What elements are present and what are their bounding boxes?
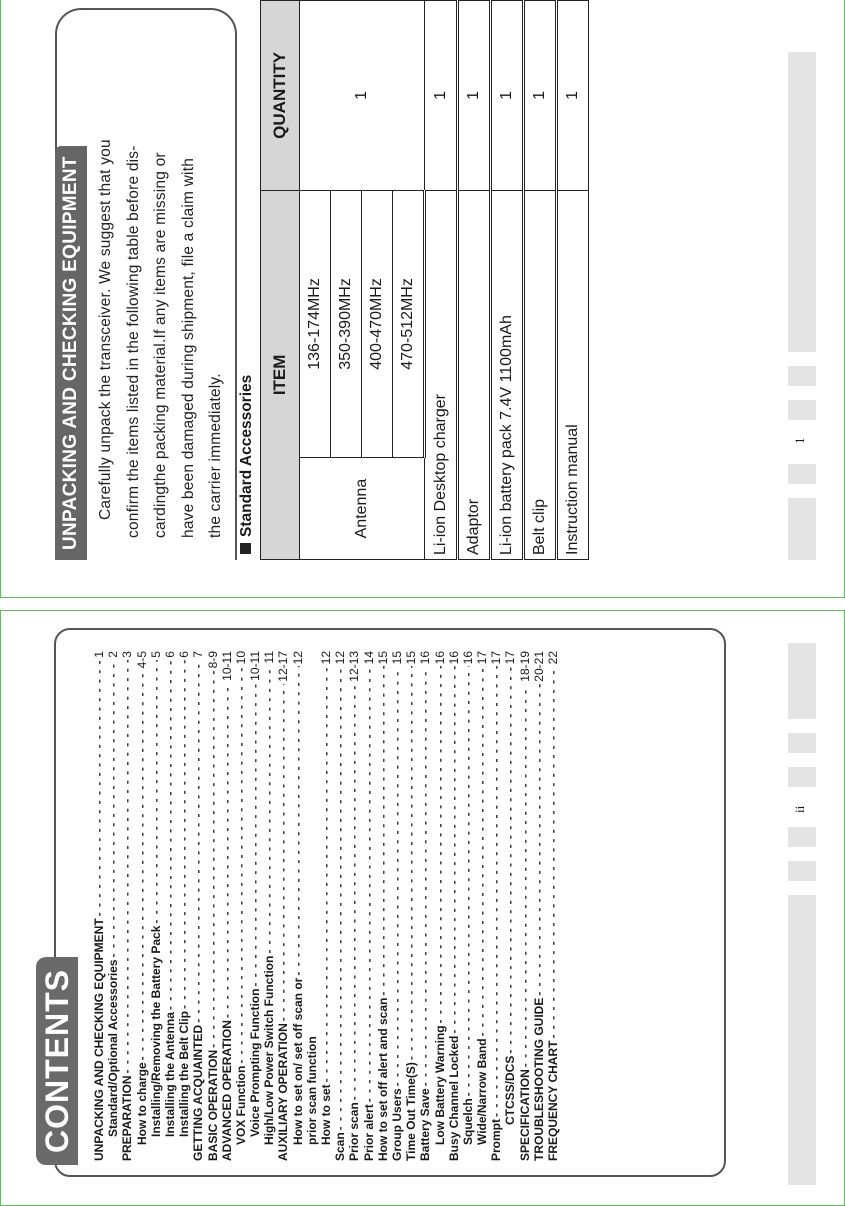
toc-leader-dots [418, 666, 432, 1086]
toc-entry-label: Scan [333, 1132, 348, 1161]
toc-entry[interactable] [404, 651, 418, 1161]
toc-leader-dots [518, 684, 532, 1068]
toc-entry-page: 17 [475, 651, 490, 665]
toc-entry[interactable] [503, 651, 517, 1161]
table-of-contents [92, 651, 560, 1161]
toc-entry-label: prior scan function [304, 1036, 319, 1145]
toc-entry-label: Time Out Time(S) [404, 1062, 419, 1161]
toc-leader-dots [503, 666, 517, 1053]
toc-entry-label: Installing the Belt Clip [177, 1010, 192, 1137]
toc-leader-dots [390, 666, 404, 1086]
toc-entry-label: Installing/Removing the Battery Pack [148, 925, 163, 1137]
table-row [557, 1, 589, 560]
toc-leader-dots [234, 666, 248, 1063]
toc-entry-page: 12 [290, 651, 305, 665]
item-cell: Belt clip [524, 190, 557, 559]
toc-entry-label: ADVANCED OPERATION [219, 1020, 234, 1161]
toc-leader-dots [532, 684, 546, 996]
toc-entry-page: 6 [177, 651, 192, 658]
toc-entry[interactable] [433, 651, 447, 1161]
toc-entry-page: 15 [404, 651, 419, 665]
toc-entry-page: 17 [503, 651, 518, 665]
antenna-label: Antenna [300, 458, 425, 560]
quantity-cell: 1 [524, 1, 557, 191]
toc-leader-dots [92, 660, 106, 917]
toc-entry-label: Low Battery Warning [432, 1025, 447, 1145]
page-footer [788, 0, 816, 560]
intro-paragraph [92, 28, 230, 538]
toc-entry-page: 12-13 [347, 651, 362, 682]
page-title: UNPACKING AND CHECKING EQUIPMENT [55, 146, 87, 560]
toc-entry-label: Battery Save [418, 1088, 433, 1161]
toc-leader-dots [135, 670, 149, 1060]
toc-entry-page: 2 [106, 651, 121, 658]
toc-leader-dots [362, 666, 376, 1102]
toc-entry-label: UNPACKING AND CHECKING EQUIPMENT [92, 918, 106, 1161]
intro-line: the carrier immediately. [207, 373, 224, 538]
toc-entry[interactable] [489, 651, 503, 1161]
toc-entry-label: SPECIFICATION [517, 1069, 532, 1161]
intro-line: cardingthe packing material.If any items are missing or [152, 152, 169, 538]
antenna-band: 136-174MHz [300, 190, 331, 457]
toc-entry-label: Voice Prompting Function [248, 988, 263, 1137]
toc-entry-page: 22 [546, 651, 560, 665]
toc-entry[interactable] [191, 651, 205, 1161]
toc-entry-label: High/Low Power Switch Function [262, 955, 277, 1145]
intro-line: have been damaged during shipment, file a claim with [179, 157, 197, 538]
accessories-heading-text: Standard Accessories [238, 374, 255, 537]
toc-entry[interactable] [149, 651, 163, 1161]
quantity-cell: 1 [557, 1, 589, 191]
table-row [491, 1, 524, 560]
toc-leader-dots [191, 660, 205, 1023]
item-cell: Li-ion Desktop charger [425, 190, 458, 559]
toc-entry[interactable] [390, 651, 404, 1161]
toc-entry-label: Standard/Optional Accessories [106, 959, 121, 1137]
item-cell: Li-ion battery pack 7.4V 1100mAh [491, 190, 524, 559]
toc-entry[interactable] [347, 651, 361, 1161]
intro-line: confirm the items listed in the following table before dis- [124, 145, 142, 538]
toc-entry[interactable] [461, 651, 475, 1161]
toc-entry[interactable] [475, 651, 489, 1161]
table-row [425, 1, 458, 560]
toc-leader-dots [206, 670, 220, 1048]
toc-entry-label: FREQUENCY CHART [546, 1040, 560, 1161]
toc-entry[interactable] [418, 651, 432, 1161]
toc-entry-page: 12-17 [276, 651, 291, 682]
toc-entry-page: 10-11 [248, 651, 263, 681]
toc-entry-label: CTCSS/DCS [503, 1055, 518, 1125]
contents-page-content [0, 613, 845, 1185]
toc-entry-page: 20-21 [531, 651, 546, 682]
toc-entry[interactable] [518, 651, 532, 1161]
table-row [300, 1, 331, 560]
toc-entry-page: 12 [333, 651, 348, 665]
toc-entry-label: GETTING ACQUAINTED [191, 1024, 206, 1161]
toc-entry-page: 11 [262, 651, 277, 664]
antenna-quantity: 1 [300, 1, 425, 191]
toc-leader-dots [333, 666, 347, 1130]
header-item: ITEM [261, 190, 300, 559]
toc-entry-page: 1 [92, 651, 106, 658]
toc-entry[interactable] [532, 651, 546, 1161]
toc-entry[interactable] [177, 651, 191, 1161]
toc-entry-label: Prior alert [361, 1104, 376, 1161]
toc-entry[interactable] [546, 651, 560, 1161]
toc-entry-label: VOX Function [233, 1065, 248, 1145]
page-number: ii [792, 805, 807, 813]
toc-leader-dots [163, 660, 177, 1010]
toc-entry-label: Prompt [489, 1119, 504, 1161]
toc-entry-page: 12 [319, 651, 333, 665]
toc-entry[interactable] [120, 651, 134, 1161]
toc-leader-dots [291, 666, 305, 975]
table-header-row [261, 1, 300, 560]
toc-entry[interactable] [163, 651, 177, 1161]
antenna-band: 470-512MHz [393, 190, 425, 457]
toc-leader-dots [347, 684, 361, 1101]
toc-entry[interactable] [333, 651, 347, 1161]
unpacking-page-content [0, 0, 845, 560]
toc-leader-dots [276, 684, 290, 1022]
quantity-cell: 1 [458, 1, 491, 191]
toc-entry-page: 15 [375, 651, 390, 665]
square-bullet-icon [240, 543, 251, 554]
toc-leader-dots [376, 666, 390, 995]
table-row [458, 1, 491, 560]
toc-entry-page: 4-5 [134, 651, 149, 669]
quantity-cell: 1 [425, 1, 458, 191]
toc-entry[interactable] [220, 651, 234, 1161]
toc-entry-label: Wide/Narrow Band [475, 1038, 490, 1145]
toc-entry[interactable] [234, 651, 248, 1161]
toc-entry-page: 10-11 [219, 651, 234, 681]
toc-leader-dots [546, 666, 560, 1038]
toc-entry-page: 15 [389, 651, 404, 665]
toc-entry[interactable] [376, 651, 390, 1161]
toc-entry-page: 18-19 [517, 651, 532, 682]
toc-entry-page: 3 [120, 651, 135, 658]
intro-line: Carefully unpack the transceiver. We suggest that you [97, 139, 114, 520]
antenna-band: 400-470MHz [362, 190, 393, 457]
toc-entry-page: 8-9 [205, 651, 220, 669]
toc-entry-label: Prior scan [347, 1102, 362, 1161]
toc-entry-page: 7 [191, 651, 206, 658]
quantity-cell: 1 [491, 1, 524, 191]
toc-leader-dots [220, 683, 234, 1018]
antenna-band: 350-390MHz [331, 190, 362, 457]
accessories-heading [238, 375, 256, 554]
toc-entry[interactable] [206, 651, 220, 1161]
toc-entry-label: Busy Channel Locked [446, 1035, 461, 1161]
toc-entry[interactable] [305, 651, 319, 1161]
item-cell: Instruction manual [557, 190, 589, 559]
toc-entry-label: Group Users [389, 1088, 404, 1161]
toc-entry[interactable] [106, 651, 120, 1161]
toc-leader-dots [447, 666, 461, 1033]
page-number: 1 [792, 437, 807, 444]
toc-entry[interactable] [291, 651, 305, 1161]
toc-entry-label: BASIC OPERATION [205, 1049, 220, 1161]
toc-entry-page: 6 [162, 651, 177, 658]
toc-leader-dots [489, 666, 503, 1117]
item-cell: Adaptor [458, 190, 491, 559]
header-quantity: QUANTITY [261, 1, 300, 191]
page-footer [788, 613, 816, 1185]
toc-entry-page: 16 [418, 651, 433, 665]
toc-entry[interactable] [262, 651, 276, 1161]
toc-entry[interactable] [362, 651, 376, 1161]
toc-entry[interactable] [135, 651, 149, 1161]
toc-entry[interactable] [276, 651, 290, 1161]
toc-leader-dots [433, 666, 447, 1023]
toc-entry[interactable] [92, 651, 106, 1161]
toc-leader-dots [475, 666, 489, 1036]
toc-entry-page: 16 [432, 651, 447, 665]
toc-leader-dots [149, 660, 163, 924]
toc-entry-label: TROUBLESHOOTING GUIDE [531, 997, 546, 1161]
toc-entry-page: 17 [489, 651, 504, 665]
contents-title: CONTENTS [36, 957, 78, 1165]
toc-entry-page: 5 [148, 651, 163, 658]
toc-leader-dots [106, 660, 120, 958]
toc-entry-page: 14 [361, 651, 376, 665]
toc-leader-dots [461, 666, 475, 1096]
accessories-table [260, 0, 589, 560]
table-row [524, 1, 557, 560]
toc-entry-label: Installing the Antenna [162, 1012, 177, 1137]
toc-entry-page: 10 [233, 651, 248, 665]
toc-entry-label: How to set [319, 1084, 333, 1145]
toc-leader-dots [248, 683, 262, 987]
toc-entry-page: 16 [460, 651, 475, 665]
toc-leader-dots [177, 660, 191, 1009]
toc-entry-label: How to charge [134, 1062, 149, 1145]
toc-entry[interactable] [447, 651, 461, 1161]
toc-entry-label: AUXILIARY OPERATION [276, 1023, 291, 1161]
toc-leader-dots [404, 666, 418, 1060]
toc-leader-dots [262, 665, 276, 953]
toc-leader-dots [120, 660, 134, 1074]
toc-entry[interactable] [319, 651, 333, 1161]
toc-entry-page: 16 [446, 651, 461, 665]
toc-entry[interactable] [248, 651, 262, 1161]
toc-entry-label: Squelch [460, 1098, 475, 1145]
toc-entry-label: How to set on/ set off scan or [290, 977, 305, 1145]
toc-leader-dots [319, 666, 333, 1082]
toc-entry-label: How to set off alert and scan [375, 997, 390, 1161]
toc-entry-label: PREPARATION [120, 1075, 135, 1161]
